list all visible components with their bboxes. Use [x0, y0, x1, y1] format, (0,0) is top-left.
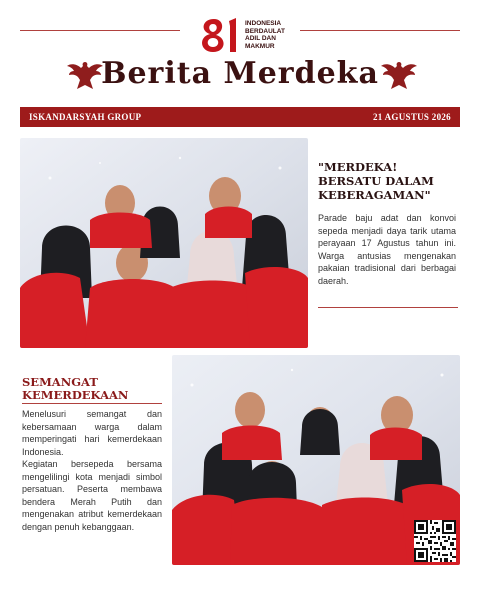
main-headline: "MERDEKA! BERSATU DALAM KEBERAGAMAN"	[318, 160, 434, 202]
logo-tagline-line: INDONESIA	[245, 20, 282, 27]
qr-code-icon[interactable]	[414, 520, 456, 562]
masthead-title: Berita Merdeka	[101, 56, 379, 91]
top-rule-left	[20, 30, 180, 31]
side-paragraph-1: Menelusuri semangat dan kebersamaan warga dalam memperingati hari kemerdekaan Indonesia.	[22, 409, 162, 457]
logo-tagline-line: ADIL DAN	[245, 35, 276, 42]
top-rule-right	[300, 30, 460, 31]
side-paragraph-2: Kegiatan bersepeda bersama mengelilingi kota menjadi simbol persatuan. Peserta membawa bendera Merah Putih dan mengenakan atribut kemerdekaan dengan penuh kebanggaan.	[22, 459, 162, 532]
issue-date: 21 AGUSTUS 2026	[372, 112, 451, 122]
header-band	[20, 107, 460, 127]
group-photo-main	[20, 138, 308, 348]
side-headline: SEMANGAT KEMERDEKAAN	[22, 375, 129, 402]
logo-81-mark-icon	[196, 15, 242, 55]
hut-81-logo	[196, 14, 292, 56]
logo-tagline	[245, 20, 285, 50]
logo-tagline-line: BERDAULAT	[245, 27, 285, 35]
publisher-name: ISKANDARSYAH GROUP	[29, 112, 142, 122]
logo-tagline-line: MAKMUR	[245, 42, 275, 50]
side-headline-rule	[22, 403, 162, 404]
article-divider	[318, 307, 458, 308]
main-article-body: Parade baju adat dan konvoi sepeda menjadi daya tarik utama perayaan 17 Agustus tahun ini. Warga antusias mengenakan pakaian tradisional dari berbagai daerah.	[318, 213, 456, 286]
